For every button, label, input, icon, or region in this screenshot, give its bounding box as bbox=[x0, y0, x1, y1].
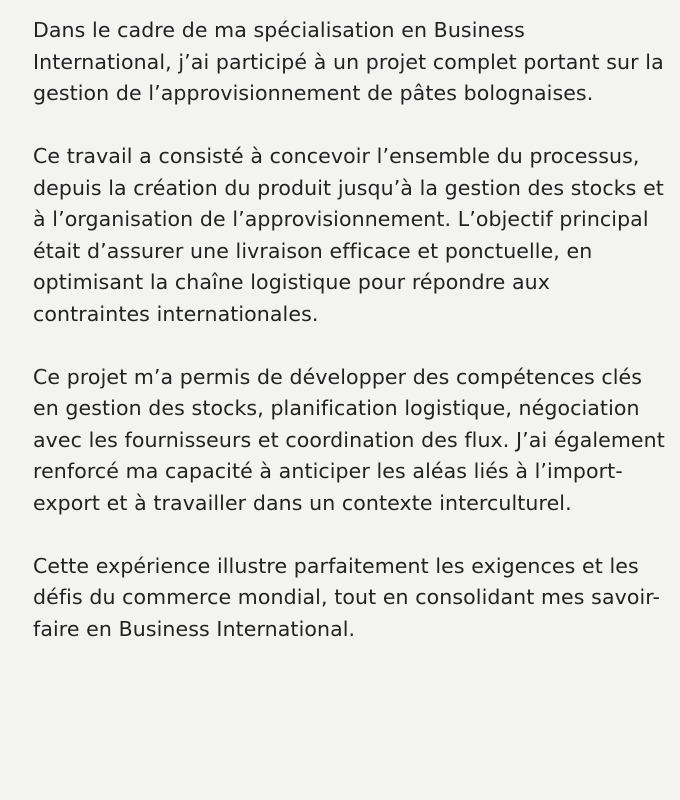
paragraph-intro: Dans le cadre de ma spécialisation en Business International, j’ai participé à un projet complet portant sur la gestion de l’approvisionnement de pâtes bolognaises. bbox=[33, 18, 664, 105]
paragraph-skills: Ce projet m’a permis de développer des compétences clés en gestion des stocks, planification logistique, négociation avec les fournisseurs et coordination des flux. J’ai également renforcé ma capacité à anticiper les aléas liés à l’import-export et à travailler dans un contexte interculturel. bbox=[33, 364, 665, 515]
paragraph-work-description: Ce travail a consisté à concevoir l’ensemble du processus, depuis la création du produit jusqu’à la gestion des stocks et à l’organisation de l’approvisionnement. L’objectif principal était d’assurer une livraison efficace et ponctuelle, en optimisant la chaîne logistique pour répondre aux contraintes internationales. bbox=[33, 144, 664, 326]
paragraph-conclusion: Cette expérience illustre parfaitement les exigences et les défis du commerce mondial, tout en consolidant mes savoir-faire en Business International. bbox=[33, 553, 660, 641]
